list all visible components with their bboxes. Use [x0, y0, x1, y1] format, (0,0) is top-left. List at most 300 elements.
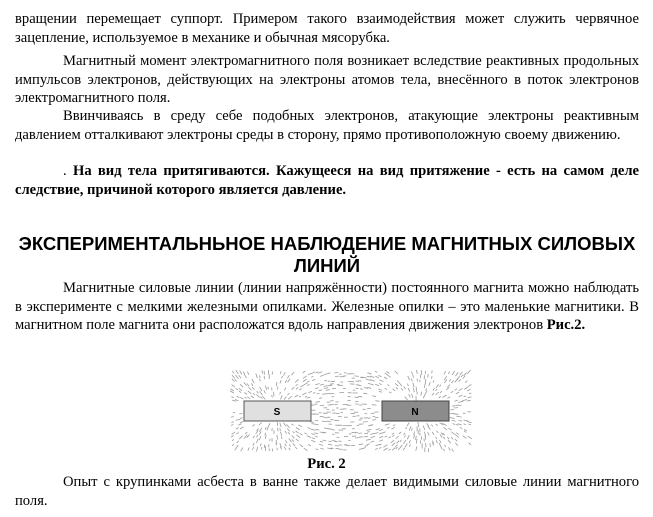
- filing-mark: [265, 435, 266, 439]
- filing-mark: [331, 448, 334, 449]
- filing-mark: [328, 429, 332, 430]
- filing-mark: [413, 383, 414, 388]
- filing-mark: [386, 371, 389, 373]
- filing-mark: [232, 375, 235, 378]
- filing-mark: [452, 371, 455, 375]
- filing-mark: [260, 397, 262, 399]
- filing-mark: [421, 392, 422, 396]
- filing-mark: [416, 387, 417, 392]
- filing-mark: [308, 391, 312, 392]
- filing-mark: [256, 439, 258, 443]
- filing-mark: [256, 430, 259, 434]
- filing-mark: [432, 393, 434, 396]
- filing-mark: [303, 383, 307, 385]
- filing-mark: [329, 441, 332, 442]
- filing-mark: [367, 444, 370, 445]
- filing-mark: [315, 384, 319, 385]
- filing-mark: [382, 432, 385, 434]
- filing-mark: [455, 439, 457, 441]
- filing-mark: [468, 424, 471, 425]
- filing-mark: [304, 448, 308, 451]
- filing-mark: [259, 423, 262, 426]
- filing-mark: [308, 444, 311, 446]
- filing-mark: [392, 435, 394, 437]
- filing-mark: [407, 384, 408, 386]
- filing-mark: [384, 448, 388, 451]
- filing-mark: [314, 433, 318, 434]
- filing-mark: [286, 424, 289, 428]
- filing-mark: [232, 400, 236, 401]
- filing-mark: [253, 436, 254, 438]
- filing-mark: [366, 429, 371, 430]
- filing-mark: [315, 388, 319, 389]
- filing-mark: [447, 437, 449, 439]
- filing-mark: [324, 388, 328, 389]
- filing-mark: [267, 426, 269, 430]
- filing-mark: [396, 447, 398, 449]
- filing-mark: [239, 391, 241, 393]
- filing-mark: [430, 443, 431, 447]
- filing-mark: [293, 431, 295, 433]
- filing-mark: [456, 372, 459, 376]
- filing-mark: [300, 385, 303, 387]
- filing-mark: [277, 435, 278, 440]
- filing-mark: [280, 371, 281, 373]
- filing-mark: [296, 384, 298, 386]
- filing-mark: [260, 391, 263, 395]
- filing-mark: [272, 395, 273, 398]
- filing-mark: [298, 425, 302, 427]
- filing-mark: [409, 440, 410, 443]
- filing-mark: [249, 387, 252, 390]
- filing-mark: [362, 448, 366, 449]
- filing-mark: [319, 444, 323, 445]
- filing-mark: [363, 393, 367, 394]
- filing-mark: [315, 436, 318, 437]
- filing-mark: [248, 391, 251, 394]
- filing-mark: [469, 443, 471, 445]
- filing-mark: [444, 427, 448, 430]
- filing-mark: [292, 387, 295, 390]
- filing-mark: [437, 431, 439, 433]
- paragraph-4: [15, 162, 639, 199]
- filing-mark: [305, 396, 307, 397]
- filing-mark: [252, 387, 254, 390]
- filing-mark: [454, 414, 459, 415]
- filing-mark: [467, 389, 471, 391]
- filing-mark: [448, 428, 451, 430]
- filing-mark: [387, 427, 390, 428]
- filing-mark: [462, 400, 467, 401]
- filing-mark: [261, 443, 262, 446]
- filing-mark: [375, 448, 378, 449]
- filing-mark: [257, 447, 258, 452]
- filing-mark: [452, 420, 456, 421]
- filing-mark: [457, 376, 460, 379]
- filing-mark: [283, 423, 286, 427]
- filing-mark: [423, 426, 425, 430]
- filing-mark: [277, 448, 278, 450]
- filing-mark: [308, 373, 311, 375]
- filing-mark: [269, 423, 270, 426]
- filing-mark: [308, 428, 311, 429]
- filing-mark: [303, 376, 307, 379]
- magnet-n-label: N: [411, 407, 419, 418]
- filing-mark: [324, 386, 328, 387]
- filing-mark: [428, 426, 431, 430]
- filing-mark: [366, 439, 371, 440]
- filing-mark: [367, 432, 370, 433]
- filing-mark: [392, 448, 395, 451]
- filing-mark: [375, 376, 379, 378]
- filing-mark: [284, 372, 286, 375]
- filing-mark: [280, 432, 281, 436]
- filing-mark: [277, 386, 278, 389]
- filing-mark: [241, 448, 243, 452]
- filing-mark: [231, 425, 233, 426]
- paragraph-4-bold-text: На вид тела притягиваются. Кажущееся на вид притяжение - есть на самом деле следствие, причиной которого является давление.: [15, 163, 639, 198]
- filing-mark: [232, 432, 236, 435]
- filing-mark: [456, 392, 459, 394]
- filing-mark: [376, 429, 380, 430]
- filing-mark: [387, 375, 391, 378]
- filing-mark: [262, 396, 265, 399]
- filing-mark: [239, 388, 242, 390]
- filing-mark: [465, 381, 467, 383]
- paragraph-3-text: Ввинчиваясь в среду себе подобных электронов, атакующие электроны реактивным давлением отталкивают электроны среды в сторону, прямо противоположную своему движению.: [15, 108, 639, 143]
- filing-mark: [237, 441, 239, 443]
- paragraph-6-text: Опыт с крупинками асбеста в ванне также делает видимыми силовые линии магнитного поля.: [15, 474, 639, 509]
- filing-mark: [317, 393, 320, 394]
- filing-mark: [236, 370, 239, 374]
- filing-mark: [257, 391, 259, 393]
- filing-mark: [232, 444, 234, 446]
- filing-mark: [459, 379, 461, 381]
- filing-mark: [295, 395, 299, 397]
- filing-mark: [256, 394, 259, 397]
- filing-mark: [452, 406, 455, 407]
- filing-mark: [451, 437, 453, 439]
- filing-mark: [332, 441, 336, 442]
- filing-mark: [453, 424, 456, 425]
- filing-mark: [397, 441, 399, 444]
- filing-mark: [459, 388, 463, 391]
- filing-mark: [385, 388, 387, 389]
- filing-mark: [414, 435, 415, 439]
- filing-mark: [371, 436, 376, 437]
- filing-mark: [387, 424, 390, 425]
- filing-mark: [287, 375, 289, 378]
- filing-mark: [289, 444, 291, 446]
- filing-mark: [322, 394, 326, 395]
- filing-mark: [372, 420, 376, 421]
- filing-mark: [375, 401, 379, 402]
- filing-mark: [359, 444, 363, 445]
- filing-mark: [313, 393, 315, 394]
- filing-mark: [285, 444, 286, 447]
- paragraph-6: [15, 473, 639, 510]
- filing-mark: [272, 372, 273, 375]
- filing-mark: [370, 425, 373, 426]
- filing-mark: [368, 383, 371, 384]
- filing-mark: [440, 391, 442, 393]
- filing-mark: [451, 432, 454, 435]
- filing-mark: [416, 436, 417, 440]
- filing-mark: [384, 377, 387, 379]
- filing-mark: [425, 379, 426, 384]
- filing-mark: [365, 446, 368, 447]
- filing-mark: [456, 433, 459, 435]
- paragraph-1: [15, 10, 639, 47]
- filing-mark: [240, 397, 244, 399]
- filing-mark: [232, 385, 235, 387]
- filing-mark: [408, 388, 410, 392]
- paragraph-2-text: Магнитный момент электромагнитного поля возникает вследствие реактивных продольных импульсов электронов, действующих на электроны атомов тела, внесённого в поток электронов электромагнитного поля.: [15, 53, 639, 106]
- filing-mark: [252, 379, 254, 383]
- magnet-s-label: S: [273, 407, 281, 418]
- filing-mark: [289, 448, 291, 450]
- filing-mark: [431, 376, 432, 379]
- filing-mark: [244, 393, 247, 395]
- filing-mark: [409, 444, 410, 447]
- filing-mark: [299, 396, 301, 397]
- filing-mark: [393, 389, 396, 391]
- filing-mark: [440, 434, 442, 437]
- filing-mark: [247, 372, 249, 375]
- filing-mark: [264, 376, 265, 379]
- filing-mark: [424, 384, 425, 388]
- filing-mark: [291, 424, 293, 426]
- filing-mark: [244, 435, 247, 439]
- filing-mark: [436, 424, 438, 426]
- filing-mark: [272, 428, 273, 431]
- filing-mark: [447, 397, 450, 398]
- filing-mark: [302, 393, 306, 395]
- filing-mark: [401, 388, 403, 390]
- filing-mark: [259, 436, 261, 440]
- filing-mark: [366, 379, 371, 380]
- filing-mark: [392, 433, 394, 435]
- filing-mark: [320, 384, 324, 385]
- filing-mark: [330, 384, 334, 385]
- filing-mark: [374, 433, 378, 434]
- filing-mark: [407, 423, 409, 426]
- filing-mark: [456, 405, 459, 406]
- filing-mark: [251, 383, 253, 386]
- figure-caption: Рис. 2: [307, 456, 346, 472]
- filing-mark: [284, 397, 286, 400]
- filing-mark: [280, 392, 281, 395]
- filing-mark: [320, 441, 323, 442]
- filing-mark: [288, 396, 292, 399]
- filing-mark: [451, 391, 454, 393]
- filing-mark: [455, 434, 459, 437]
- filing-mark: [232, 379, 235, 382]
- filing-mark: [247, 384, 249, 387]
- filing-mark: [385, 373, 387, 375]
- filing-mark: [260, 375, 261, 378]
- filing-mark: [311, 440, 315, 442]
- filing-mark: [265, 386, 266, 390]
- filing-mark: [264, 390, 266, 393]
- filing-mark: [379, 440, 383, 442]
- filing-mark: [231, 397, 234, 398]
- filing-mark: [409, 426, 411, 430]
- filing-mark: [281, 395, 283, 399]
- filing-mark: [276, 382, 277, 386]
- filing-mark: [411, 378, 412, 381]
- filing-mark: [244, 382, 247, 385]
- filing-mark: [433, 388, 435, 391]
- filing-mark: [364, 433, 368, 434]
- filing-mark: [412, 428, 413, 431]
- filing-mark: [331, 381, 335, 382]
- paragraph-5: [15, 279, 639, 335]
- filing-mark: [432, 432, 434, 435]
- filing-mark: [469, 393, 471, 394]
- filing-mark: [452, 449, 454, 452]
- filing-mark: [232, 439, 234, 441]
- filing-mark: [464, 431, 466, 432]
- filing-mark: [464, 424, 466, 425]
- filing-mark: [423, 394, 425, 398]
- filing-mark: [312, 424, 315, 425]
- filing-mark: [268, 387, 269, 389]
- filing-mark: [311, 434, 314, 435]
- filing-mark: [320, 375, 324, 376]
- filing-mark: [428, 432, 429, 435]
- filing-mark: [436, 392, 439, 395]
- filing-mark: [245, 397, 247, 398]
- filing-mark: [310, 422, 314, 423]
- filing-mark: [413, 388, 414, 392]
- filing-mark: [454, 400, 457, 401]
- filing-mark: [379, 380, 383, 382]
- filing-mark: [442, 395, 446, 398]
- section-heading: ЭКСПЕРИМЕНТАЛЬНЬНОЕ НАБЛЮДЕНИЕ МАГНИТНЫХ СИЛОВЫХ ЛИНИЙ: [18, 233, 636, 276]
- filing-mark: [314, 424, 318, 425]
- filing-mark: [231, 389, 234, 391]
- filing-mark: [276, 443, 277, 446]
- filing-mark: [376, 444, 380, 446]
- filing-mark: [392, 443, 396, 446]
- filing-mark: [436, 437, 437, 439]
- filing-mark: [316, 429, 320, 430]
- filing-mark: [282, 376, 283, 378]
- filing-mark: [464, 429, 467, 431]
- filing-mark: [416, 439, 417, 444]
- filing-mark: [272, 449, 273, 452]
- filing-mark: [458, 401, 463, 402]
- filing-mark: [292, 440, 294, 442]
- filing-mark: [426, 388, 427, 390]
- filing-mark: [281, 437, 282, 439]
- filing-mark: [316, 402, 321, 403]
- filing-mark: [418, 422, 419, 427]
- filing-mark: [243, 372, 245, 375]
- filing-mark: [322, 421, 327, 422]
- filing-mark: [232, 371, 234, 374]
- filing-mark: [451, 381, 453, 384]
- filing-mark: [459, 417, 462, 418]
- filing-mark: [391, 427, 394, 429]
- filing-mark: [236, 375, 239, 379]
- filing-mark: [404, 435, 405, 437]
- filing-mark: [395, 383, 398, 386]
- filing-mark: [236, 428, 239, 430]
- filing-mark: [387, 385, 389, 386]
- filing-mark: [379, 436, 383, 438]
- filing-mark: [455, 379, 458, 383]
- paragraph-1-text: вращении перемещает суппорт. Примером такого взаимодействия может служить червячное зацепление, используемое в механике и обычная мясорубка.: [15, 11, 639, 46]
- filing-mark: [323, 440, 327, 441]
- filing-mark: [300, 433, 303, 435]
- filing-mark: [375, 371, 377, 372]
- filing-mark: [395, 371, 398, 374]
- filing-mark: [436, 384, 438, 388]
- filing-mark: [259, 432, 261, 435]
- filing-mark: [237, 396, 240, 397]
- filing-mark: [265, 427, 266, 430]
- filing-mark: [371, 441, 375, 442]
- filing-mark: [295, 379, 298, 382]
- filing-mark: [448, 447, 450, 450]
- filing-mark: [328, 381, 330, 382]
- paragraph-3: [15, 107, 639, 144]
- filing-mark: [324, 380, 326, 381]
- filing-mark: [370, 384, 373, 385]
- filing-mark: [399, 432, 401, 434]
- filing-mark: [432, 371, 433, 374]
- filing-mark: [293, 443, 296, 446]
- filing-mark: [455, 443, 458, 446]
- filing-mark: [444, 376, 447, 380]
- filing-mark: [319, 390, 323, 391]
- filing-mark: [257, 428, 259, 431]
- filing-mark: [296, 387, 298, 389]
- filing-mark: [320, 448, 323, 449]
- filing-mark: [398, 446, 401, 450]
- filing-mark: [378, 375, 381, 376]
- filing-mark: [285, 380, 287, 383]
- filing-mark: [316, 449, 319, 450]
- filing-mark: [389, 392, 391, 393]
- filing-mark: [400, 440, 402, 442]
- filing-mark: [370, 433, 375, 434]
- filing-mark: [436, 389, 438, 391]
- filing-mark: [463, 376, 465, 378]
- filing-mark: [260, 387, 262, 391]
- filing-mark: [303, 371, 306, 373]
- filing-mark: [247, 397, 250, 399]
- paragraph-2: [15, 52, 639, 108]
- filing-mark: [265, 433, 266, 436]
- filing-mark: [439, 443, 441, 447]
- filing-mark: [429, 382, 430, 386]
- filing-mark: [328, 385, 332, 386]
- filing-mark: [240, 422, 244, 423]
- filing-mark: [459, 420, 463, 421]
- filing-mark: [440, 440, 442, 443]
- filing-mark: [296, 435, 300, 438]
- filing-mark: [244, 374, 246, 378]
- filing-mark: [334, 373, 338, 374]
- filing-mark: [444, 371, 446, 374]
- paragraph-4-prefix: .: [63, 163, 73, 179]
- filing-mark: [389, 449, 391, 451]
- filing-mark: [316, 372, 319, 373]
- filing-mark: [304, 433, 307, 434]
